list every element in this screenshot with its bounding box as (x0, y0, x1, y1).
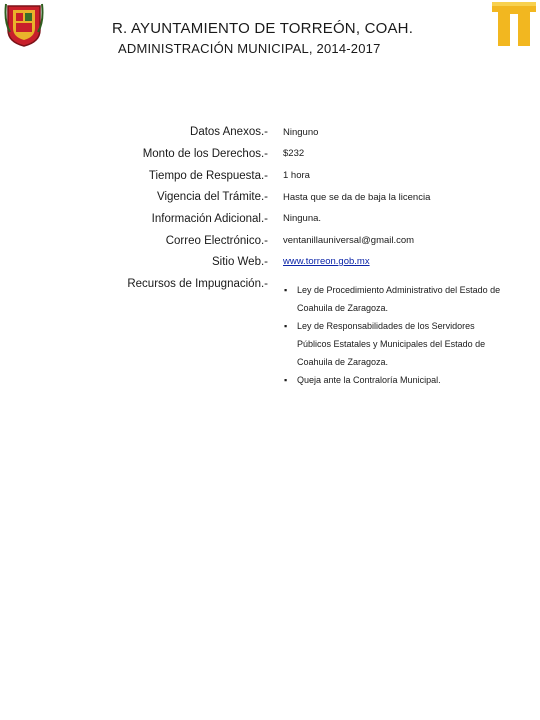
impugnacion-list (283, 281, 503, 389)
label-recursos-impugnacion: Recursos de Impugnación.- (127, 278, 268, 290)
list-item-text: Ley de Procedimiento Administrativo del Estado de Coahuila de Zaragoza. (297, 285, 501, 313)
label-datos-anexos: Datos Anexos.- (190, 126, 268, 138)
bullet-icon: ▪ (284, 285, 288, 295)
page-title: R. AYUNTAMIENTO DE TORREÓN, COAH. (112, 20, 414, 37)
label-sitio-web: Sitio Web.- (211, 256, 268, 268)
label-informacion-adicional: Información Adicional.- (151, 213, 268, 225)
page-subtitle: ADMINISTRACIÓN MUNICIPAL, 2014-2017 (118, 41, 381, 56)
value-correo-electronico: ventanillauniversal@gmail.com (283, 235, 415, 246)
website-link[interactable]: www.torreon.gob.mx (283, 256, 370, 267)
label-vigencia-tramite: Vigencia del Trámite.- (156, 191, 268, 203)
label-monto-derechos: Monto de los Derechos.- (142, 148, 268, 160)
list-item-text: Ley de Responsabilidades de los Servidores Públicos Estatales y Municipales del Estado de Coahuila de Zaragoza. (297, 321, 486, 367)
list-item (283, 281, 503, 317)
label-tiempo-respuesta: Tiempo de Respuesta.- (148, 170, 268, 182)
coat-of-arms-icon (4, 2, 44, 48)
value-datos-anexos: Ninguno (283, 127, 319, 138)
list-item (283, 371, 503, 389)
value-vigencia-tramite: Hasta que se da de baja la licencia (283, 192, 431, 203)
value-tiempo-respuesta: 1 hora (283, 170, 310, 181)
list-item (283, 317, 503, 371)
value-monto-derechos: $232 (283, 148, 305, 159)
value-informacion-adicional: Ninguna. (283, 213, 322, 224)
bullet-icon: ▪ (284, 375, 288, 385)
label-correo-electronico: Correo Electrónico.- (165, 235, 268, 247)
list-item-text: Queja ante la Contraloría Municipal. (297, 375, 441, 385)
bullet-icon: ▪ (284, 321, 288, 331)
tower-logo-icon (490, 0, 538, 48)
